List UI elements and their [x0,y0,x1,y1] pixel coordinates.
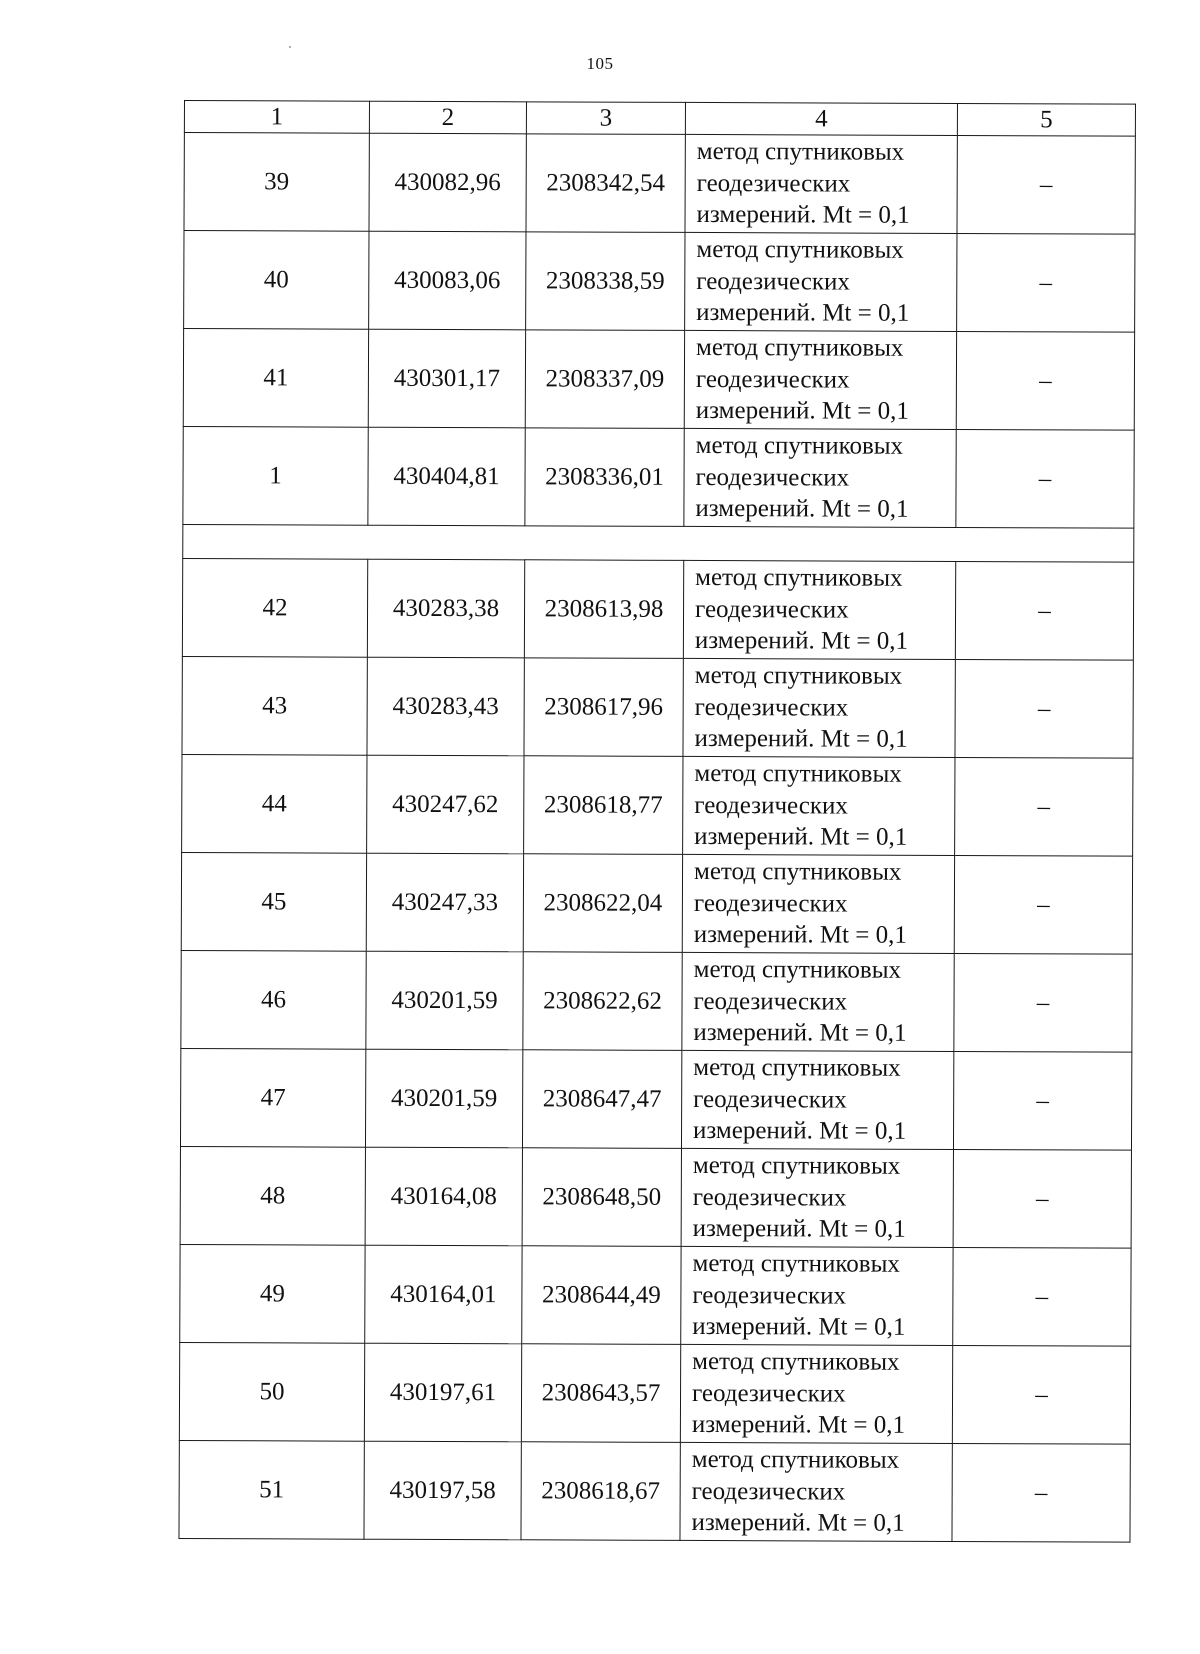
method-text-line: измерений. Mt = 0,1 [695,397,909,426]
point-number-cell: 44 [182,754,367,853]
column-header-2: 2 [369,101,526,134]
header-row [184,101,1135,137]
method-text-line: измерений. Mt = 0,1 [692,1117,907,1146]
table-row [184,133,1135,235]
coordinate-x-cell: 430082,96 [369,133,526,232]
method-cell [684,428,956,527]
note-cell: – [953,1051,1131,1150]
coordinate-y-cell: 2308648,50 [522,1148,681,1247]
table-row [179,1440,1130,1542]
coordinate-x-cell: 430083,06 [369,231,526,330]
method-text-line: метод спутниковых [692,1152,901,1181]
table-row [179,1342,1130,1444]
column-header-5: 5 [957,103,1135,136]
coordinate-y-cell: 2308647,47 [522,1050,681,1149]
method-text-line: метод спутниковых [693,858,902,887]
coordinate-y-cell: 2308622,04 [523,854,682,953]
coordinate-y-cell: 2308643,57 [521,1344,680,1443]
note-cell: – [955,659,1133,758]
coordinate-y-cell: 2308617,96 [524,658,683,757]
coordinate-x-cell: 430164,08 [365,1147,522,1246]
method-text-line: геодезических [696,169,851,198]
method-text-line: метод спутниковых [694,662,903,691]
table-row [182,754,1133,856]
note-cell: – [954,855,1132,954]
note-cell: – [955,561,1133,660]
method-text-line: геодезических [695,365,850,394]
method-text-line: измерений. Mt = 0,1 [691,1411,906,1440]
method-text-line: измерений. Mt = 0,1 [694,725,908,754]
method-text-line: геодезических [696,267,850,296]
coordinate-y-cell: 2308338,59 [526,232,685,331]
coordinates-table-body [179,101,1136,1543]
method-text-line: метод спутниковых [696,138,905,167]
column-header-4: 4 [685,102,957,135]
method-text-line: метод спутниковых [692,1250,900,1279]
method-text-line: метод спутниковых [693,1054,901,1083]
method-text-line: измерений. Mt = 0,1 [694,823,908,852]
coordinate-x-cell: 430197,58 [364,1441,521,1540]
method-text-line: метод спутниковых [696,334,904,363]
method-text-line: геодезических [694,791,848,820]
coordinate-x-cell: 430283,43 [367,657,524,756]
table-row [181,852,1132,954]
coordinate-x-cell: 430164,01 [365,1245,522,1344]
method-text-line: измерений. Mt = 0,1 [691,1509,905,1538]
point-number-cell: 41 [183,329,368,428]
method-cell [681,1148,953,1247]
note-cell: – [952,1345,1130,1444]
method-text-line: геодезических [691,1477,846,1506]
method-text-line: геодезических [691,1379,846,1408]
note-cell: – [956,429,1134,528]
note-cell: – [956,331,1134,430]
point-number-cell: 43 [182,656,367,755]
point-number-cell: 39 [184,133,369,232]
method-text-line: измерений. Mt = 0,1 [696,299,910,328]
method-cell [683,560,955,659]
method-text-line: метод спутниковых [695,432,904,461]
scan-speck [289,46,291,48]
point-number-cell: 42 [182,558,367,657]
method-cell [681,1246,953,1345]
coordinate-y-cell: 2308644,49 [522,1246,681,1345]
note-cell: – [955,757,1133,856]
table-row [181,950,1132,1052]
method-cell [682,952,954,1051]
method-cell [682,854,954,953]
coordinate-x-cell: 430283,38 [367,559,524,658]
table-row [183,426,1134,528]
column-header-3: 3 [526,102,685,135]
method-cell [683,756,955,855]
method-text-line: метод спутниковых [695,564,903,593]
coordinate-y-cell: 2308613,98 [524,560,683,659]
method-cell [681,1050,953,1149]
coordinate-x-cell: 430247,33 [366,853,523,952]
section-separator-cell [183,524,1134,562]
note-cell: – [957,135,1135,234]
coordinate-y-cell: 2308336,01 [525,428,684,527]
method-cell [685,134,957,233]
point-number-cell: 40 [184,231,369,330]
coordinate-x-cell: 430201,59 [365,1049,522,1148]
coordinate-x-cell: 430247,62 [367,755,524,854]
coordinate-y-cell: 2308337,09 [525,330,684,429]
table-row [180,1146,1131,1248]
coordinate-y-cell: 2308622,62 [523,952,682,1051]
coordinate-x-cell: 430404,81 [368,427,525,526]
coordinate-x-cell: 430197,61 [364,1343,521,1442]
method-text-line: измерений. Mt = 0,1 [692,1215,906,1244]
method-cell [683,658,955,757]
column-header-1: 1 [184,101,369,134]
table-row [180,1244,1131,1346]
point-number-cell: 51 [179,1440,364,1539]
method-text-line: геодезических [693,987,848,1016]
method-text-line: измерений. Mt = 0,1 [692,1313,906,1342]
method-text-line: метод спутниковых [693,956,902,985]
method-text-line: измерений. Mt = 0,1 [693,1019,907,1048]
note-cell: – [952,1443,1130,1542]
table-row [180,1048,1131,1150]
method-cell [680,1344,952,1443]
table-row [182,656,1133,758]
method-text-line: метод спутниковых [691,1446,900,1475]
method-text-line: геодезических [692,1183,847,1212]
point-number-cell: 46 [181,950,366,1049]
method-text-line: измерений. Mt = 0,1 [695,495,909,524]
method-text-line: метод спутниковых [694,760,902,789]
coordinate-x-cell: 430301,17 [368,329,525,428]
note-cell: – [954,953,1132,1052]
point-number-cell: 1 [183,426,368,525]
method-text-line: измерений. Mt = 0,1 [693,921,907,950]
point-number-cell: 45 [181,852,366,951]
point-number-cell: 50 [179,1342,364,1441]
method-text-line: метод спутниковых [696,236,904,265]
method-text-line: геодезических [693,889,848,918]
method-text-line: геодезических [694,693,849,722]
coordinate-y-cell: 2308618,67 [521,1442,680,1541]
method-text-line: геодезических [694,595,849,624]
note-cell: – [953,1149,1131,1248]
note-cell: – [957,233,1135,332]
method-text-line: геодезических [695,463,850,492]
point-number-cell: 49 [180,1244,365,1343]
note-cell: – [953,1247,1131,1346]
table-row [183,329,1134,431]
coordinate-y-cell: 2308342,54 [526,134,685,233]
table-row [182,558,1133,660]
method-text-line: метод спутниковых [692,1348,900,1377]
method-cell [685,232,957,331]
method-text-line: геодезических [693,1085,847,1114]
coordinate-y-cell: 2308618,77 [524,756,683,855]
coordinate-x-cell: 430201,59 [366,951,523,1050]
method-text-line: измерений. Mt = 0,1 [696,201,910,230]
method-cell [684,330,956,429]
page-number: 105 [586,54,614,73]
method-cell [680,1442,952,1541]
method-text-line: измерений. Mt = 0,1 [694,627,909,656]
table-row [184,231,1135,333]
point-number-cell: 47 [180,1048,365,1147]
method-text-line: геодезических [692,1281,847,1310]
point-number-cell: 48 [180,1146,365,1245]
coordinates-table [178,100,1136,1543]
section-separator-row [183,524,1134,562]
